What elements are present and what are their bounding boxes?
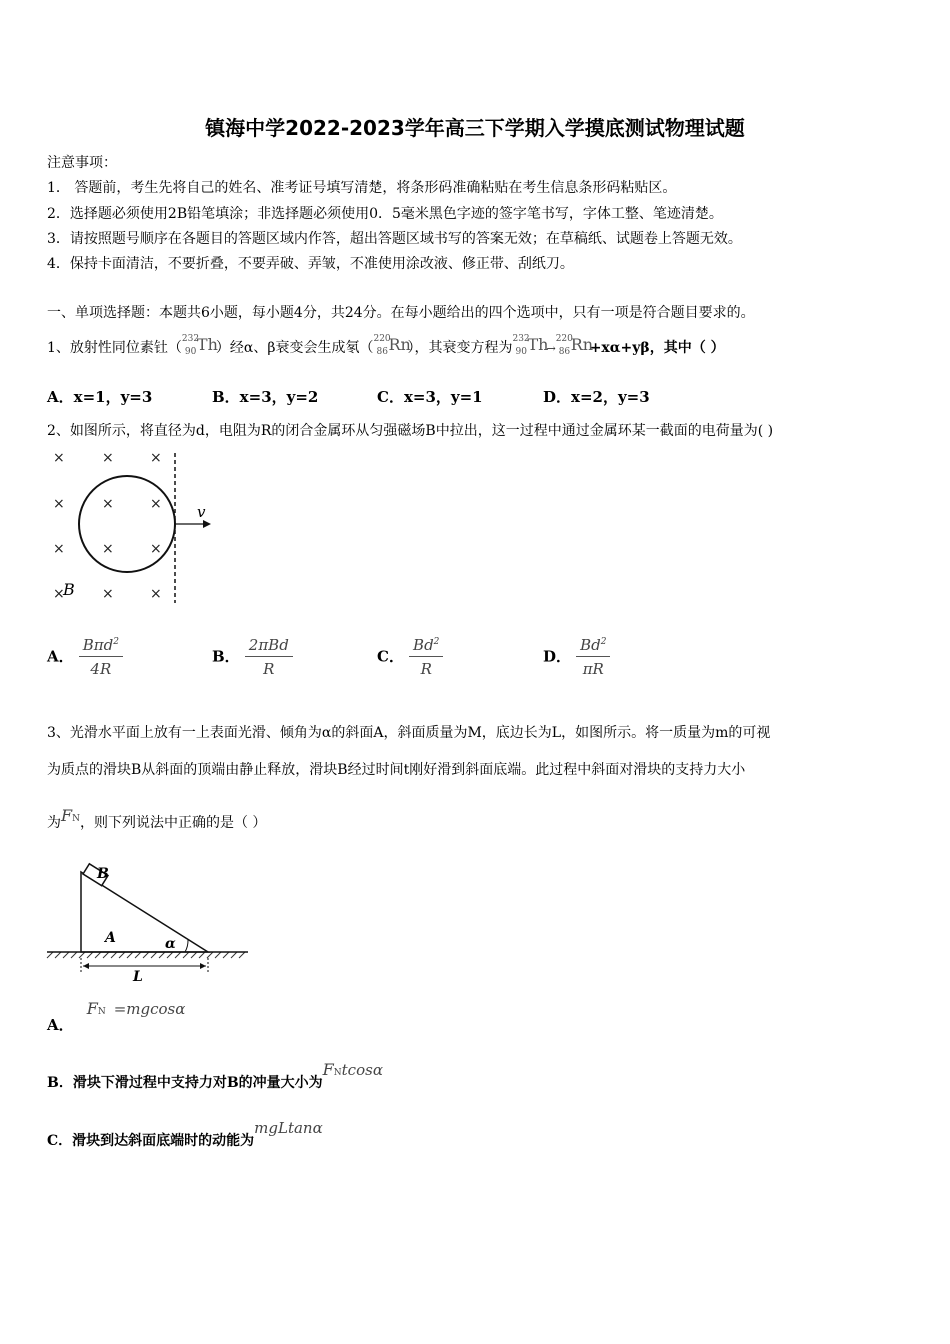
thorium-symbol: 232 90 Th xyxy=(181,334,218,357)
q3-option-c: C．滑块到达斜面底端时的动能为mgLtanα xyxy=(47,1119,323,1149)
cross-icon: × xyxy=(150,450,162,466)
magnetic-field-figure xyxy=(45,445,220,610)
notice-item: 1． 答题前，考生先将自己的姓名、准考证号填写清楚，将条形码准确粘贴在考生信息条形码粘贴区。 xyxy=(47,180,677,196)
notice-item: 3．请按照题号顺序在各题目的答题区域内作答，超出答题区域书写的答案无效；在草稿纸、试题卷上答题无效。 xyxy=(47,231,742,247)
question-1 xyxy=(47,334,725,358)
cross-icon: × xyxy=(150,496,162,512)
q1-text-3: ），其衰变方程为 xyxy=(407,340,513,356)
velocity-label: v xyxy=(197,503,206,521)
question-3-line-3: 为FN，则下列说法中正确的是（ ） xyxy=(47,806,267,831)
q1-text-4: +xα+yβ，其中（ ） xyxy=(589,340,725,356)
label-alpha: α xyxy=(165,936,176,952)
q1-option-b: B．x=3，y=2 xyxy=(212,388,319,406)
notice-item: 2．选择题必须使用2B铅笔填涂；非选择题必须使用0．5毫米黑色字迹的签字笔书写，字体工整、笔迹清楚。 xyxy=(47,206,723,222)
notice-heading: 注意事项： xyxy=(47,155,117,171)
question-3-line-2: 为质点的滑块B从斜面的顶端由静止释放，滑块B经过时间t刚好滑到斜面底端。此过程中斜面对滑块的支持力大小 xyxy=(47,762,746,778)
cross-icon: × xyxy=(53,541,65,557)
thorium-symbol: 232 90 Th xyxy=(512,334,549,357)
arrow-right-icon xyxy=(200,963,206,969)
q1-option-d: D．x=2，y=3 xyxy=(543,388,650,406)
cross-icon: × xyxy=(102,541,114,557)
q1-text-1: 1、放射性同位素钍（ xyxy=(47,340,182,356)
arrow-icon: → xyxy=(546,342,556,355)
radon-symbol: 220 86 Rn xyxy=(555,334,594,357)
q2-option-c: C． $\frac{Bd^2}{R}$ xyxy=(377,636,443,678)
q1-option-c: C．x=3，y=1 xyxy=(377,388,483,406)
q2-option-d: D． $\frac{Bd^2}{\pi R}$ xyxy=(543,636,610,678)
question-3-line-1: 3、光滑水平面上放有一上表面光滑、倾角为α的斜面A，斜面质量为M，底边长为L，如图所示。将一质量为m的可视 xyxy=(47,725,771,741)
q1-option-a: A．x=1，y=3 xyxy=(47,388,153,406)
cross-icon: × xyxy=(102,586,114,602)
arrow-head-icon xyxy=(203,520,211,528)
label-l: L xyxy=(133,969,143,985)
radon-symbol: 220 86 Rn xyxy=(373,334,411,357)
cross-icon: × xyxy=(150,541,162,557)
q3-option-a: A． FN =mgcosα xyxy=(47,999,186,1034)
q2-option-a: A． $\frac{B\pi d^2}{4R}$ xyxy=(47,636,123,678)
cross-icon: × xyxy=(150,586,162,602)
incline-figure xyxy=(45,860,255,985)
q2-option-b: B． $\frac{\text{2πBd}}{R}$ xyxy=(212,636,293,678)
ground-hatching xyxy=(47,952,245,958)
cross-icon: × xyxy=(53,586,65,602)
label-a: A xyxy=(105,930,116,946)
q3-option-b: B．滑块下滑过程中支持力对B的冲量大小为FNtcosα xyxy=(47,1060,383,1091)
arrow-left-icon xyxy=(83,963,89,969)
field-label: B xyxy=(63,580,75,599)
cross-icon: × xyxy=(53,496,65,512)
cross-icon: × xyxy=(102,450,114,466)
angle-arc xyxy=(185,940,188,952)
q1-text-2: ）经α、β衰变会生成氡（ xyxy=(215,340,374,356)
fn-symbol: FN xyxy=(61,806,80,825)
cross-icon: × xyxy=(53,450,65,466)
page-title: 镇海中学2022-2023学年高三下学期入学摸底测试物理试题 xyxy=(205,116,745,140)
label-b: B xyxy=(97,866,109,882)
metal-ring xyxy=(79,476,175,572)
section-heading: 一、单项选择题：本题共6小题，每小题4分，共24分。在每小题给出的四个选项中，只有一项是符合题目要求的。 xyxy=(47,305,755,321)
question-2: 2、如图所示，将直径为d，电阻为R的闭合金属环从匀强磁场B中拉出，这一过程中通过金属环某一截面的电荷量为( ) xyxy=(47,423,774,439)
notice-item: 4．保持卡面清洁，不要折叠，不要弄破、弄皱，不准使用涂改液、修正带、刮纸刀。 xyxy=(47,256,574,272)
cross-icon: × xyxy=(102,496,114,512)
